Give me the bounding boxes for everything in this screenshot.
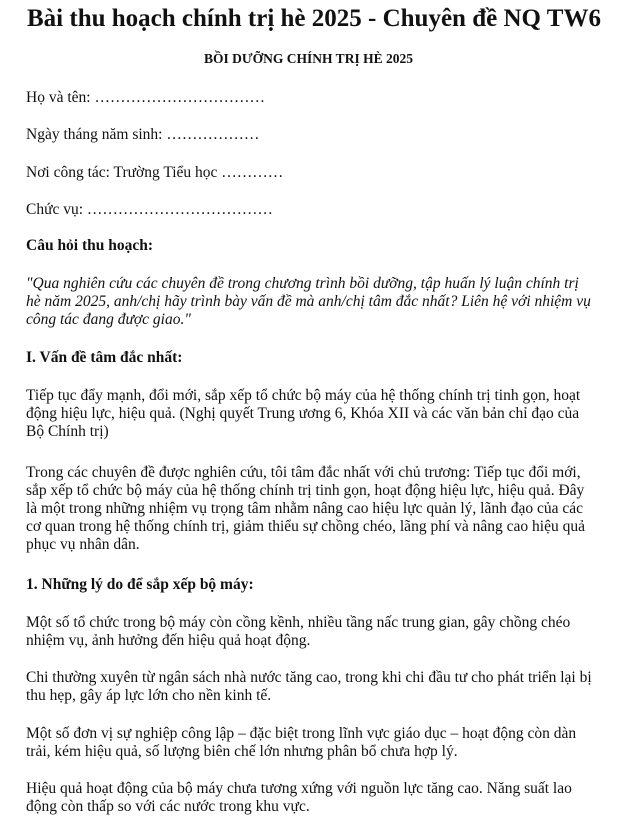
workplace-field-line: Nơi công tác: Trường Tiểu học ………… bbox=[26, 164, 284, 181]
reason-paragraph-4: Hiệu quả hoạt động của bộ máy chưa tương xứng với nguồn lực tăng cao. Năng suất lao động còn thấp so với các nước trong khu vực. bbox=[26, 780, 572, 815]
question-heading: Câu hỏi thu hoạch: bbox=[26, 237, 154, 254]
document-subtitle: BỒI DƯỠNG CHÍNH TRỊ HÈ 2025 bbox=[204, 51, 413, 66]
reason-paragraph-1: Một số tổ chức trong bộ máy còn cồng kềnh, nhiều tầng nấc trung gian, gây chồng chéo nhiệm vụ, ảnh hưởng đến hiệu quả hoạt động. bbox=[26, 614, 571, 649]
reason-paragraph-2: Chi thường xuyên từ ngân sách nhà nước tăng cao, trong khi chi đầu tư cho phát triển lại bị thu hẹp, gây áp lực lớn cho nền kinh tế. bbox=[26, 669, 592, 704]
section1-paragraph-2: Trong các chuyên đề được nghiên cứu, tôi tâm đắc nhất với chủ trương: Tiếp tục đổi mới, sắp xếp tổ chức bộ máy của hệ thống chính trị tinh gọn, hoạt động hiệu lực, hiệu quả. Đây là một trong những nhiệm vụ trọng tâm nhằm nâng cao hiệu lực quản lý, lãnh đạo của các cơ quan trong hệ thống chính trị, giảm thiểu sự chồng chéo, lãng phí và nâng cao hiệu quả phục vụ nhân dân. bbox=[26, 464, 585, 553]
position-field-line: Chức vụ: ……………………………… bbox=[26, 201, 273, 218]
question-text: "Qua nghiên cứu các chuyên đề trong chương trình bồi dưỡng, tập huấn lý luận chính trị hè năm 2025, anh/chị hãy trình bày vấn đề mà anh/chị tâm đắc nhất? Liên hệ với nhiệm vụ công tác đang được giao." bbox=[26, 275, 591, 328]
document-title: Bài thu hoạch chính trị hè 2025 - Chuyên đề NQ TW6 bbox=[27, 5, 601, 32]
reason-paragraph-3: Một số đơn vị sự nghiệp công lập – đặc biệt trong lĩnh vực giáo dục – hoạt động còn dàn trải, kém hiệu quả, số lượng biên chế lớn nhưng phân bổ chưa hợp lý. bbox=[26, 725, 577, 760]
section1-heading: I. Vấn đề tâm đắc nhất: bbox=[26, 349, 183, 366]
subsection1-heading: 1. Những lý do để sắp xếp bộ máy: bbox=[26, 576, 254, 593]
section1-paragraph-1: Tiếp tục đẩy mạnh, đổi mới, sắp xếp tổ chức bộ máy của hệ thống chính trị tinh gọn, hoạt động hiệu lực, hiệu quả. (Nghị quyết Trung ương 6, Khóa XII và các văn bản chỉ đạo của Bộ Chính trị) bbox=[26, 387, 581, 440]
name-field-line: Họ và tên: …………………………… bbox=[26, 89, 265, 106]
dob-field-line: Ngày tháng năm sinh: ……………… bbox=[26, 126, 260, 143]
